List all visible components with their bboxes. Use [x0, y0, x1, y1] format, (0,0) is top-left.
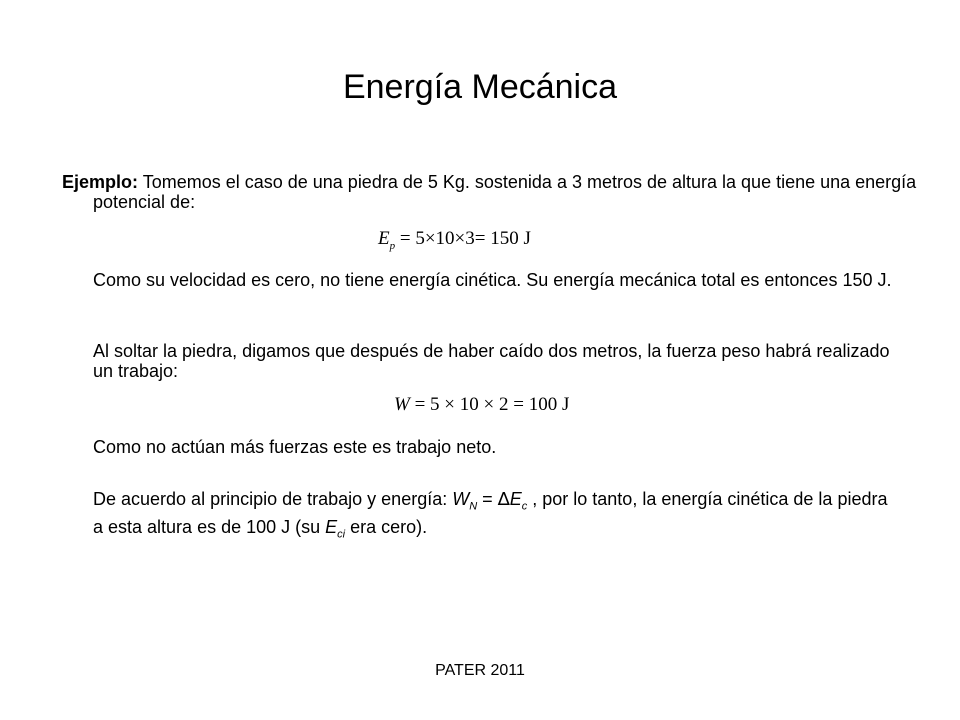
example-label: Ejemplo:: [62, 172, 139, 192]
principle-equals: =: [477, 489, 498, 509]
eq2-rhs: = 5 × 10 × 2 = 100 J: [409, 394, 570, 415]
potential-energy-equation: [378, 228, 531, 252]
eq1-variable: E: [378, 228, 390, 249]
eq1-subscript: p: [389, 239, 396, 252]
principle-text-3: era cero).: [345, 516, 428, 537]
eci-subscript: ci: [337, 528, 346, 541]
eq2-variable: W: [394, 394, 410, 415]
ec-subscript: c: [521, 500, 528, 513]
velocity-paragraph: Como su velocidad es cero, no tiene energía cinética. Su energía mecánica total es entonces 150 J.: [93, 270, 892, 290]
work-equation: [394, 394, 569, 416]
example-text: Tomemos el caso de una piedra de 5 Kg. sostenida a 3 metros de altura la que tiene una energía potencial de:: [93, 172, 917, 212]
ec-variable: E: [509, 489, 522, 509]
example-paragraph: [62, 172, 923, 212]
wn-variable: W: [452, 489, 470, 509]
delta-symbol: ∆: [497, 489, 510, 510]
principle-paragraph: [93, 489, 893, 544]
release-paragraph: Al soltar la piedra, digamos que después de haber caído dos metros, la fuerza peso habrá realizado un trabajo:: [93, 341, 890, 381]
footer-text: PATER 2011: [435, 662, 525, 679]
principle-text-2: , por lo tanto, la energía cinética de la piedra a esta altura es de 100 J (su: [93, 489, 888, 537]
slide-title: Energía Mecánica: [342, 68, 618, 106]
eq1-rhs: = 5×10×3= 150 J: [395, 228, 531, 249]
wn-subscript: N: [469, 500, 478, 513]
net-work-paragraph: Como no actúan más fuerzas este es trabajo neto.: [93, 437, 497, 457]
eci-variable: E: [325, 516, 338, 537]
principle-text-1: De acuerdo al principio de trabajo y energía:: [93, 489, 453, 509]
